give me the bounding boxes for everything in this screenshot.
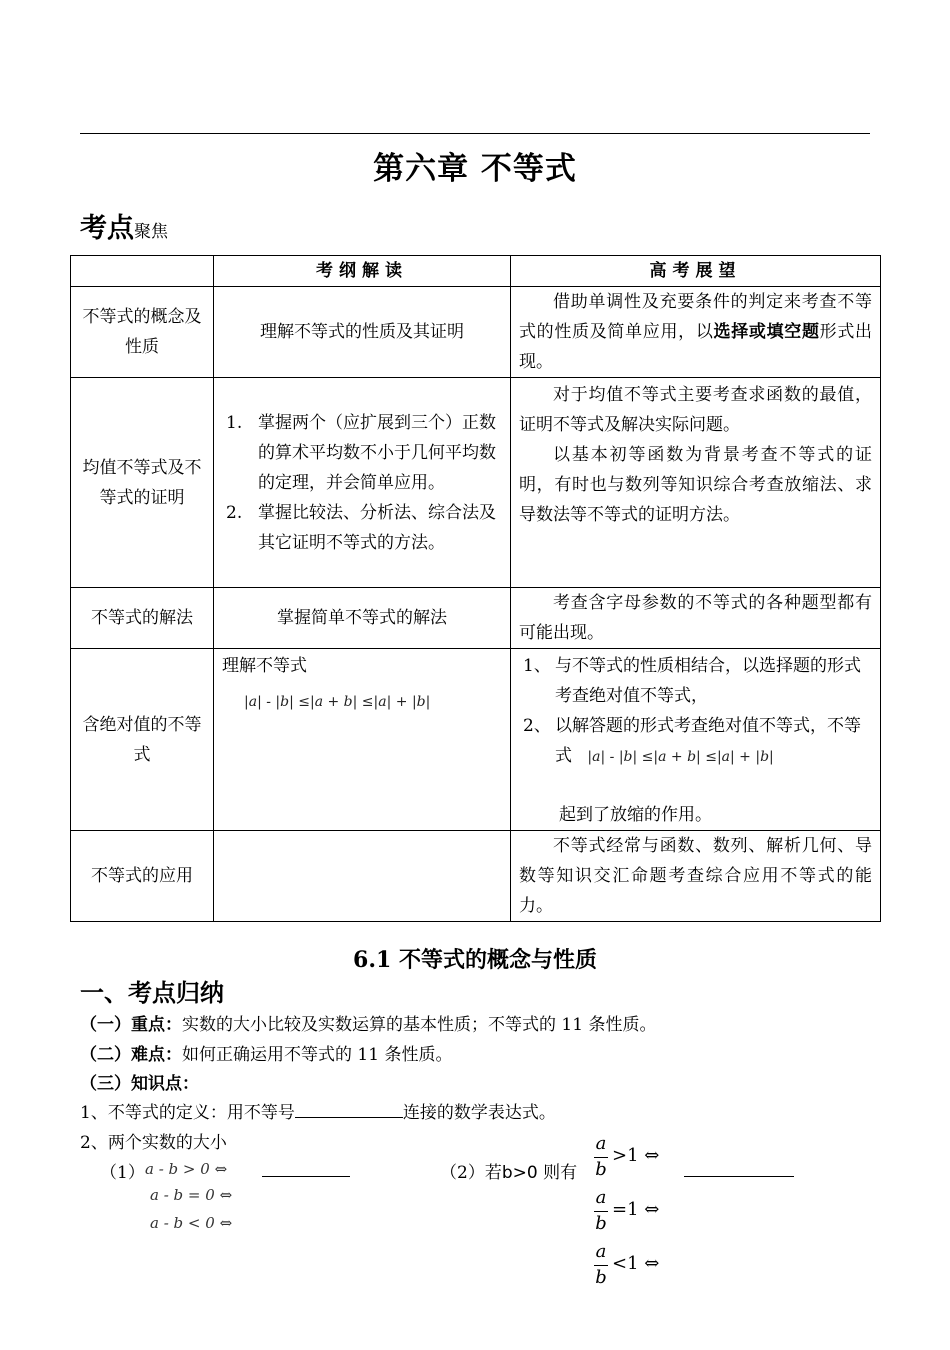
header-cell-syllabus: 考纲解读 [214, 256, 511, 287]
table-row [71, 831, 881, 922]
outlook-cell [511, 287, 881, 378]
list-text: 掌握两个（应扩展到三个）正数的算术平均数不小于几何平均数的定理，并会简单应用。 [258, 412, 496, 493]
list-number: 2. [226, 502, 243, 523]
fraction-bar [594, 1157, 608, 1158]
difference-line: a - b < 0 ⇔ [150, 1214, 233, 1232]
topic-cell: 含绝对值的不等式 [71, 649, 214, 831]
absolute-value-formula: |a| - |b| ≤|a + b| ≤|a| + |b| [244, 694, 431, 710]
item-comparison: 2、两个实数的大小 [80, 1133, 227, 1153]
fraction-denominator: b [595, 1159, 607, 1180]
topic-cell: 不等式的概念及性质 [71, 287, 214, 378]
point-text: 实数的大小比较及实数运算的基本性质；不等式的 11 条性质。 [182, 1015, 657, 1035]
point-key [80, 1010, 656, 1035]
header-cell-topic [71, 256, 214, 287]
fraction-numerator: a [595, 1187, 607, 1208]
syllabus-table [70, 255, 881, 922]
outlook-paragraph: 对于均值不等式主要考查求函数的最值，证明不等式及解决实际问题。 [519, 385, 872, 435]
topic-cell: 不等式的应用 [71, 831, 214, 922]
table-row [71, 649, 881, 831]
sub-label-1: （1） [100, 1163, 145, 1183]
outlook-list [519, 651, 872, 772]
point-label: （一）重点： [80, 1015, 182, 1035]
list-number: 1. [226, 412, 243, 433]
sub-then: 则有 [543, 1163, 578, 1183]
summary-heading: 一、考点归纳 [80, 979, 224, 1007]
fraction-denominator: b [595, 1267, 607, 1288]
fraction-relation: >1 ⇔ [612, 1145, 660, 1166]
sub-label-2 [440, 1158, 577, 1183]
list-item [519, 711, 872, 772]
fraction-numerator: a [595, 1133, 607, 1154]
fraction-relation: <1 ⇔ [612, 1253, 660, 1274]
fraction-relation: =1 ⇔ [612, 1199, 660, 1220]
difference-line: a - b = 0 ⇔ [150, 1186, 233, 1204]
table-row [71, 378, 881, 588]
header-cell-outlook: 高考展望 [511, 256, 881, 287]
point-label: （二）难点： [80, 1045, 182, 1065]
syllabus-cell: 掌握简单不等式的解法 [214, 588, 511, 649]
outlook-cell: 考查含字母参数的不等式的各种题型都有可能出现。 [511, 588, 881, 649]
table-header-row [71, 256, 881, 287]
topic-cell: 均值不等式及不等式的证明 [71, 378, 214, 588]
list-text: 掌握比较法、分析法、综合法及其它证明不等式的方法。 [258, 502, 496, 553]
syllabus-cell [214, 649, 511, 831]
chapter-title: 第六章 不等式 [373, 151, 577, 187]
focus-heading [80, 206, 168, 245]
item-definition [80, 1098, 556, 1123]
fraction-denominator: b [595, 1213, 607, 1234]
fraction-bar [594, 1265, 608, 1266]
absolute-value-formula: |a| - |b| ≤|a + b| ≤|a| + |b| [587, 749, 774, 765]
header-rule [80, 133, 870, 134]
table-row [71, 287, 881, 378]
list-item [222, 498, 502, 558]
section-title: 6.1 不等式的概念与性质 [353, 947, 597, 973]
focus-heading-sub: 聚焦 [134, 222, 168, 242]
focus-heading-main: 考点 [80, 213, 134, 244]
list-item [519, 651, 872, 711]
point-label: （三）知识点： [80, 1074, 199, 1094]
condition: b>0 [501, 1163, 538, 1183]
outlook-paragraph: 以基本初等函数为背景考查不等式的证明，有时也与数列等知识综合考查放缩法、求导数法等不等式的证明方法。 [519, 445, 872, 525]
sub-label: （2）若 [440, 1163, 502, 1183]
fraction-bar [594, 1211, 608, 1212]
point-knowledge [80, 1069, 199, 1094]
item-text: 连接的数学表达式。 [402, 1103, 556, 1123]
topic-cell: 不等式的解法 [71, 588, 214, 649]
outlook-text: 借助单调性及充要条件的判定来考查不等式的性质及简单应用，以 [519, 292, 872, 342]
syllabus-cell [214, 831, 511, 922]
fraction-numerator: a [595, 1241, 607, 1262]
list-text: 以解答题的形式考查绝对值不等式，不等式 [555, 716, 861, 766]
list-number: 2、 [523, 716, 551, 736]
point-difficulty [80, 1040, 452, 1065]
outlook-cell [511, 378, 881, 588]
fill-blank [295, 1099, 403, 1118]
point-text: 如何正确运用不等式的 11 条性质。 [182, 1045, 453, 1065]
outlook-text: 形式出现。 [519, 322, 873, 372]
table-row [71, 588, 881, 649]
fill-blank [262, 1158, 350, 1177]
outlook-emphasis: 选择或填空题 [713, 322, 820, 342]
syllabus-text: 理解不等式 [222, 656, 307, 676]
list-number: 1、 [523, 656, 551, 676]
syllabus-list [222, 408, 502, 558]
outlook-tail: 起到了放缩的作用。 [559, 805, 712, 825]
syllabus-cell [214, 378, 511, 588]
list-text: 与不等式的性质相结合，以选择题的形式考查绝对值不等式， [555, 656, 861, 706]
outlook-cell: 不等式经常与函数、数列、解析几何、导数等知识交汇命题考查综合应用不等式的能力。 [511, 831, 881, 922]
fill-blank [684, 1158, 794, 1177]
syllabus-cell: 理解不等式的性质及其证明 [214, 287, 511, 378]
item-text: 1、不等式的定义：用不等号 [80, 1103, 295, 1123]
list-item [222, 408, 502, 498]
difference-line: a - b > 0 ⇔ [145, 1160, 228, 1178]
outlook-cell [511, 649, 881, 831]
